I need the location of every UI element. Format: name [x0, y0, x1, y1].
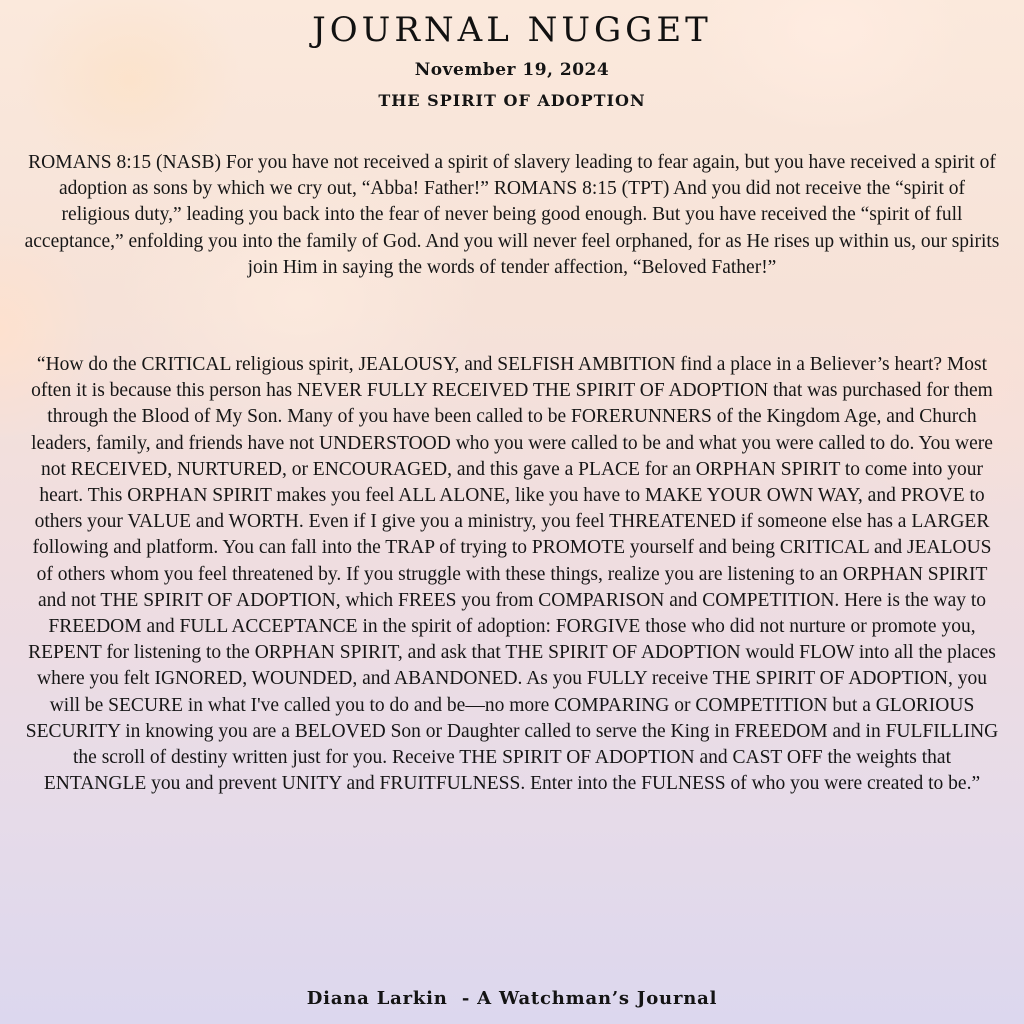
- nugget-subtitle: THE SPIRIT OF ADOPTION: [378, 91, 646, 110]
- author-signature: Diana Larkin - A Watchman’s Journal: [306, 988, 718, 1009]
- date-line: November 19, 2024: [414, 60, 610, 80]
- message-paragraph: “How do the CRITICAL religious spirit, JEALOUSY, and SELFISH AMBITION find a place in a Believer’s heart? Most often it is because this person has NEVER FULLY RECEIVED THE SPIRIT OF ADOPTION that was purchased for them through the Blood of My Son. Many of you have been called to be FORERUNNERS of the Kingdom Age, and Church leaders, family, and friends have not UNDERSTOOD who you were called to be and what you were called to do. You were not RECEIVED, NURTURED, or ENCOURAGED, and this gave a PLACE for an ORPHAN SPIRIT to come into your heart. This ORPHAN SPIRIT makes you feel ALL ALONE, like you have to MAKE YOUR OWN WAY, and PROVE to others your VALUE and WORTH. Even if I give you a ministry, you feel THREATENED if someone else has a LARGER following and platform. You can fall into the TRAP of trying to PROMOTE yourself and being CRITICAL and JEALOUS of others whom you feel threatened by. If you struggle with these things, realize you are listening to an ORPHAN SPIRIT and not THE SPIRIT OF ADOPTION, which FREES you from COMPARISON and COMPETITION. Here is the way to FREEDOM and FULL ACCEPTANCE in the spirit of adoption: FORGIVE those who did not nurture or promote you, REPENT for listening to the ORPHAN SPIRIT, and ask that THE SPIRIT OF ADOPTION would FLOW into all the places where you felt IGNORED, WOUNDED, and ABANDONED. As you FULLY receive THE SPIRIT OF ADOPTION, you will be SECURE in what I've called you to do and be—no more COMPARING or COMPETITION but a GLORIOUS SECURITY in knowing you are a BELOVED Son or Daughter called to serve the King in FREEDOM and in FULFILLING the scroll of destiny written just for you. Receive THE SPIRIT OF ADOPTION and CAST OFF the weights that ENTANGLE you and prevent UNITY and FRUITFULNESS. Enter into the FULNESS of who you were created to be.”: [25, 354, 999, 795]
- scripture-paragraph: ROMANS 8:15 (NASB) For you have not received a spirit of slavery leading to fear again, but you have received a spirit of adoption as sons by which we cry out, “Abba! Father!” ROMANS 8:15 (TPT) And you did not receive the “spirit of religious duty,” leading you back into the fear of never being good enough. But you have received the “spirit of full acceptance,” enfolding you into the family of God. And you will never feel orphaned, for as He rises up within us, our spirits join Him in saying the words of tender affection, “Beloved Father!”: [24, 152, 1000, 278]
- page-title: JOURNAL NUGGET: [312, 10, 712, 50]
